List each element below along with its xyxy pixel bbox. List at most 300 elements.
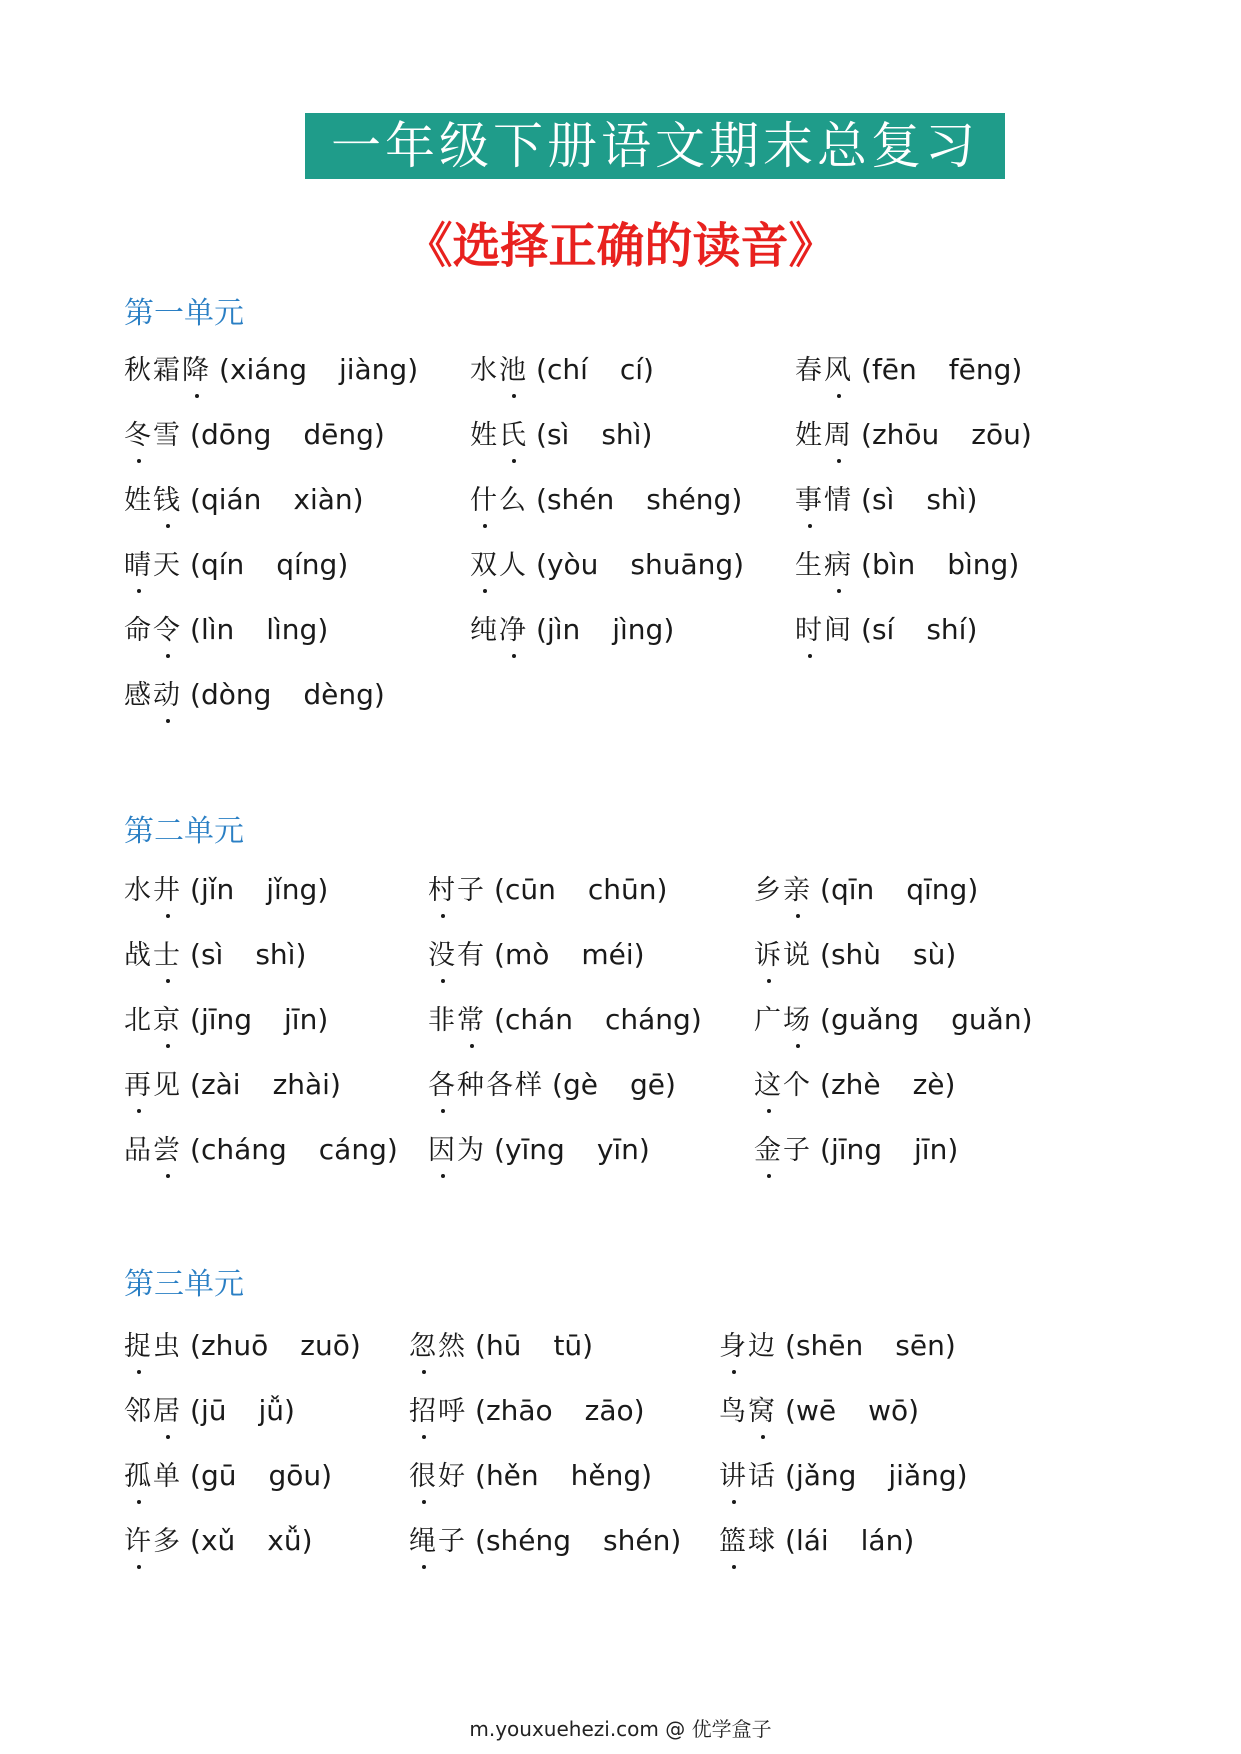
character: 秋 [124, 355, 153, 386]
pinyin-options: (wē wō) [785, 1394, 920, 1427]
exercise-item [428, 933, 645, 977]
pinyin-options: (shén shéng) [536, 483, 743, 516]
target-character: 净 [499, 609, 528, 653]
pinyin-option[interactable]: zài [200, 1068, 241, 1101]
exercise-item [754, 1128, 958, 1172]
pinyin-option[interactable]: xǚ [267, 1524, 302, 1557]
pinyin-option[interactable]: shén [546, 483, 615, 516]
character: 个 [783, 1070, 812, 1101]
pinyin-option[interactable]: shēn [795, 1329, 864, 1362]
pinyin-option[interactable]: yīng [504, 1133, 565, 1166]
pinyin-option[interactable]: sí [871, 613, 895, 646]
pinyin-options: (yīng yīn) [494, 1133, 650, 1166]
exercise-item [754, 1063, 955, 1107]
exercise-word [795, 355, 853, 386]
pinyin-option[interactable]: chūn [587, 873, 657, 906]
pinyin-options: (qián xiàn) [190, 483, 364, 516]
character: 霜 [153, 355, 182, 386]
pinyin-option[interactable]: shù [830, 938, 882, 971]
pinyin-options: (qīn qīng) [820, 873, 979, 906]
pinyin-option[interactable]: wē [795, 1394, 837, 1427]
exercise-item [470, 413, 652, 457]
pinyin-options: (bìn bìng) [861, 548, 1020, 581]
target-character: 钱 [153, 479, 182, 523]
target-character: 招 [409, 1390, 438, 1434]
pinyin-option[interactable]: dōng [200, 418, 272, 451]
pinyin-options: (jìn jìng) [536, 613, 675, 646]
pinyin-options: (jǐn jǐng) [190, 873, 329, 906]
exercise-item [754, 868, 978, 912]
exercise-word [719, 1331, 777, 1362]
character: 感 [124, 680, 153, 711]
target-character: 时 [795, 609, 824, 653]
pinyin-option[interactable]: qīng [906, 873, 968, 906]
exercise-word [124, 1331, 182, 1362]
pinyin-option[interactable]: yīn [596, 1133, 639, 1166]
target-character: 双 [470, 544, 499, 588]
character: 水 [470, 355, 499, 386]
target-character: 忽 [409, 1325, 438, 1369]
pinyin-options: (sí shí) [861, 613, 978, 646]
exercise-word [124, 615, 182, 646]
footer-credit: m.youxuehezi.com @ 优学盒子 [469, 1717, 772, 1741]
pinyin-option[interactable]: jìn [546, 613, 581, 646]
pinyin-options: (zhōu zōu) [861, 418, 1032, 451]
exercise-word [124, 1526, 182, 1557]
pinyin-option[interactable]: jǐn [200, 873, 235, 906]
pinyin-option[interactable]: cūn [504, 873, 556, 906]
pinyin-options: (dōng dēng) [190, 418, 385, 451]
pinyin-option[interactable]: sù [913, 938, 946, 971]
pinyin-option[interactable]: hěng [570, 1459, 642, 1492]
pinyin-options: (hū tū) [475, 1329, 594, 1362]
pinyin-options: (yòu shuāng) [536, 548, 745, 581]
pinyin-options: (xiáng jiàng) [219, 353, 419, 386]
pinyin-option[interactable]: yòu [546, 548, 599, 581]
pinyin-option[interactable]: zhè [830, 1068, 881, 1101]
pinyin-option[interactable]: xǔ [200, 1524, 236, 1557]
pinyin-option[interactable]: cháng [200, 1133, 287, 1166]
exercise-word [754, 875, 812, 906]
exercise-item [719, 1519, 914, 1563]
exercise-item [124, 543, 348, 587]
target-character: 池 [499, 349, 528, 393]
pinyin-option[interactable]: dòng [200, 678, 272, 711]
exercise-word [795, 420, 853, 451]
target-character: 这 [754, 1064, 783, 1108]
pinyin-option[interactable]: qíng [276, 548, 338, 581]
character: 生 [795, 550, 824, 581]
pinyin-option[interactable]: jiǎng [888, 1459, 957, 1492]
pinyin-options: (zhuō zuō) [190, 1329, 361, 1362]
exercise-item [124, 933, 306, 977]
target-character: 各 [428, 1064, 457, 1108]
pinyin-option[interactable]: gōu [268, 1459, 322, 1492]
exercise-item [409, 1519, 681, 1563]
exercise-word [795, 550, 853, 581]
pinyin-option[interactable]: jīn [914, 1133, 948, 1166]
pinyin-option[interactable]: zāo [584, 1394, 634, 1427]
exercise-word [124, 420, 182, 451]
exercise-item [470, 543, 744, 587]
target-character: 令 [153, 609, 182, 653]
pinyin-option[interactable]: qín [200, 548, 245, 581]
character: 样 [515, 1070, 544, 1101]
exercise-word [409, 1396, 467, 1427]
character: 为 [457, 1135, 486, 1166]
character: 春 [795, 355, 824, 386]
exercise-word [470, 615, 528, 646]
character: 虫 [153, 1331, 182, 1362]
exercise-word [470, 420, 528, 451]
pinyin-option[interactable]: jīng [830, 1133, 883, 1166]
character: 广 [754, 1005, 783, 1036]
pinyin-option[interactable]: gē [629, 1068, 665, 1101]
character: 边 [748, 1331, 777, 1362]
character: 天 [153, 550, 182, 581]
pinyin-options: (jū jǚ) [190, 1394, 295, 1427]
exercise-item [124, 348, 418, 392]
pinyin-options: (shēn sēn) [785, 1329, 956, 1362]
exercise-item [754, 933, 956, 977]
exercise-word [124, 1005, 182, 1036]
pinyin-option[interactable]: shuāng [630, 548, 734, 581]
target-character: 诉 [754, 934, 783, 978]
exercise-word [124, 1396, 182, 1427]
pinyin-option[interactable]: cháng [604, 1003, 691, 1036]
exercise-item [719, 1454, 968, 1498]
pinyin-options: (cūn chūn) [494, 873, 668, 906]
pinyin-options: (zhè zè) [820, 1068, 956, 1101]
character: 邻 [124, 1396, 153, 1427]
exercise-item [124, 1454, 332, 1498]
pinyin-options: (jīng jīn) [820, 1133, 959, 1166]
character: 见 [153, 1070, 182, 1101]
character: 子 [438, 1526, 467, 1557]
target-character: 居 [153, 1390, 182, 1434]
character: 有 [457, 940, 486, 971]
exercise-item [409, 1324, 593, 1368]
unit-title-1: 第一单元 [124, 296, 244, 331]
character: 水 [124, 875, 153, 906]
exercise-item [428, 868, 667, 912]
target-character: 村 [428, 869, 457, 913]
exercise-word [428, 1070, 544, 1101]
exercise-word [409, 1331, 467, 1362]
character: 子 [783, 1135, 812, 1166]
character: 品 [124, 1135, 153, 1166]
pinyin-option[interactable]: jǎng [795, 1459, 857, 1492]
pinyin-option[interactable]: jǐng [266, 873, 318, 906]
pinyin-option[interactable]: zhāo [485, 1394, 553, 1427]
pinyin-option[interactable]: zhài [272, 1068, 330, 1101]
target-character: 动 [153, 674, 182, 718]
pinyin-option[interactable]: shí [926, 613, 967, 646]
pinyin-option[interactable]: fēn [871, 353, 917, 386]
exercise-item [754, 998, 1033, 1042]
target-character: 京 [153, 999, 182, 1043]
pinyin-option[interactable]: gè [562, 1068, 598, 1101]
pinyin-option[interactable]: xiàn [293, 483, 353, 516]
character: 然 [438, 1331, 467, 1362]
pinyin-option[interactable]: zuō [300, 1329, 350, 1362]
exercise-word [719, 1396, 777, 1427]
pinyin-option[interactable]: jīng [200, 1003, 253, 1036]
pinyin-options: (lìn lìng) [190, 613, 329, 646]
exercise-word [124, 875, 182, 906]
target-character: 身 [719, 1325, 748, 1369]
exercise-word [470, 355, 528, 386]
character: 情 [824, 485, 853, 516]
exercise-word [719, 1461, 777, 1492]
exercise-word [428, 1005, 486, 1036]
character: 各 [486, 1070, 515, 1101]
exercise-item [428, 1128, 650, 1172]
exercise-item [409, 1389, 645, 1433]
exercise-item [719, 1389, 919, 1433]
exercise-word [719, 1526, 777, 1557]
target-character: 场 [783, 999, 812, 1043]
target-character: 金 [754, 1129, 783, 1173]
exercise-item [409, 1454, 652, 1498]
pinyin-options: (xǔ xǚ) [190, 1524, 313, 1557]
pinyin-option[interactable]: chán [504, 1003, 573, 1036]
exercise-word [124, 1461, 182, 1492]
pinyin-option[interactable]: shén [603, 1524, 671, 1557]
pinyin-option[interactable]: bìng [947, 548, 1009, 581]
exercise-item [719, 1324, 956, 1368]
pinyin-option[interactable]: zhuō [200, 1329, 269, 1362]
pinyin-option[interactable]: shì [601, 418, 642, 451]
character: 单 [153, 1461, 182, 1492]
exercise-item [124, 478, 364, 522]
pinyin-options: (chí cí) [536, 353, 654, 386]
pinyin-options: (qín qíng) [190, 548, 349, 581]
pinyin-option[interactable]: lìn [200, 613, 235, 646]
pinyin-options: (zài zhài) [190, 1068, 341, 1101]
pinyin-option[interactable]: shì [926, 483, 967, 516]
exercise-item [795, 543, 1019, 587]
exercise-word [795, 485, 853, 516]
pinyin-options: (gū gōu) [190, 1459, 333, 1492]
pinyin-option[interactable]: qián [200, 483, 262, 516]
character: 姓 [124, 485, 153, 516]
character: 人 [499, 550, 528, 581]
exercise-item [124, 1063, 341, 1107]
pinyin-option[interactable]: sì [871, 483, 895, 516]
target-character: 风 [824, 349, 853, 393]
pinyin-option[interactable]: zè [912, 1068, 945, 1101]
target-character: 绳 [409, 1520, 438, 1564]
pinyin-option[interactable]: dēng [303, 418, 374, 451]
exercise-word [754, 1135, 812, 1166]
target-character: 没 [428, 934, 457, 978]
character: 间 [824, 615, 853, 646]
pinyin-options: (sì shì) [536, 418, 653, 451]
target-character: 很 [409, 1455, 438, 1499]
character: 雪 [153, 420, 182, 451]
pinyin-options: (chán cháng) [494, 1003, 702, 1036]
pinyin-option[interactable]: shì [255, 938, 296, 971]
pinyin-options: (jǎng jiǎng) [785, 1459, 968, 1492]
exercise-word [409, 1526, 467, 1557]
pinyin-option[interactable]: qīn [830, 873, 875, 906]
pinyin-option[interactable]: jìng [612, 613, 664, 646]
target-character: 冬 [124, 414, 153, 458]
character: 命 [124, 615, 153, 646]
target-character: 常 [457, 999, 486, 1043]
pinyin-option[interactable]: lán [860, 1524, 904, 1557]
target-character: 因 [428, 1129, 457, 1173]
page-title: 一年级下册语文期末总复习 [305, 113, 1005, 179]
pinyin-option[interactable]: chí [546, 353, 588, 386]
target-character: 降 [182, 349, 211, 393]
character: 姓 [470, 420, 499, 451]
target-character: 孤 [124, 1455, 153, 1499]
character: 乡 [754, 875, 783, 906]
exercise-item [124, 608, 328, 652]
target-character: 事 [795, 479, 824, 523]
pinyin-option[interactable]: jū [200, 1394, 227, 1427]
exercise-item [124, 868, 328, 912]
pinyin-options: (zhāo zāo) [475, 1394, 645, 1427]
pinyin-option[interactable]: guǎn [951, 1003, 1022, 1036]
pinyin-option[interactable]: cáng [318, 1133, 387, 1166]
pinyin-option[interactable]: hěn [485, 1459, 539, 1492]
exercise-word [124, 1135, 182, 1166]
target-character: 窝 [748, 1390, 777, 1434]
exercise-item [124, 1389, 295, 1433]
page-subtitle: 《选择正确的读音》 [404, 218, 837, 274]
character: 北 [124, 1005, 153, 1036]
pinyin-option[interactable]: gū [200, 1459, 237, 1492]
target-character: 许 [124, 1520, 153, 1564]
pinyin-options: (jīng jīn) [190, 1003, 329, 1036]
pinyin-option[interactable]: tū [553, 1329, 583, 1362]
pinyin-option[interactable]: bìn [871, 548, 916, 581]
character: 球 [748, 1526, 777, 1557]
target-character: 士 [153, 934, 182, 978]
pinyin-option[interactable]: lìng [266, 613, 318, 646]
exercise-word [754, 940, 812, 971]
pinyin-option[interactable]: fēng [948, 353, 1012, 386]
pinyin-option[interactable]: jǚ [258, 1394, 284, 1427]
exercise-word [124, 550, 182, 581]
exercise-word [124, 485, 182, 516]
pinyin-option[interactable]: shéng [646, 483, 732, 516]
pinyin-options: (sì shì) [861, 483, 978, 516]
pinyin-option[interactable]: shéng [485, 1524, 572, 1557]
exercise-word [124, 940, 182, 971]
character: 种 [457, 1070, 486, 1101]
target-character: 周 [824, 414, 853, 458]
exercise-word [428, 875, 486, 906]
pinyin-option[interactable]: guǎng [830, 1003, 920, 1036]
exercise-word [754, 1005, 812, 1036]
character: 鸟 [719, 1396, 748, 1427]
exercise-item [428, 998, 702, 1042]
pinyin-options: (lái lán) [785, 1524, 915, 1557]
exercise-word [124, 355, 211, 386]
target-character: 尝 [153, 1129, 182, 1173]
exercise-item [124, 413, 385, 457]
pinyin-option[interactable]: hū [485, 1329, 522, 1362]
pinyin-options: (shéng shén) [475, 1524, 682, 1557]
exercise-word [428, 940, 486, 971]
exercise-word [124, 1070, 182, 1101]
exercise-word [470, 550, 528, 581]
pinyin-option[interactable]: xiáng [229, 353, 307, 386]
character: 话 [748, 1461, 777, 1492]
character: 好 [438, 1461, 467, 1492]
character: 呼 [438, 1396, 467, 1427]
pinyin-options: (mò méi) [494, 938, 645, 971]
target-character: 再 [124, 1064, 153, 1108]
pinyin-options: (fēn fēng) [861, 353, 1023, 386]
target-character: 亲 [783, 869, 812, 913]
character: 姓 [795, 420, 824, 451]
target-character: 氏 [499, 414, 528, 458]
target-character: 什 [470, 479, 499, 523]
pinyin-option[interactable]: zōu [971, 418, 1021, 451]
pinyin-option[interactable]: lái [795, 1524, 829, 1557]
pinyin-option[interactable]: jīn [284, 1003, 318, 1036]
pinyin-option[interactable]: dèng [303, 678, 374, 711]
target-character: 晴 [124, 544, 153, 588]
pinyin-option[interactable]: zhōu [871, 418, 940, 451]
unit-title-2: 第二单元 [124, 814, 244, 849]
pinyin-option[interactable]: méi [581, 938, 634, 971]
character: 纯 [470, 615, 499, 646]
character: 子 [457, 875, 486, 906]
exercise-word [409, 1461, 467, 1492]
pinyin-option[interactable]: sì [200, 938, 224, 971]
pinyin-option[interactable]: mò [504, 938, 550, 971]
pinyin-options: (sì shì) [190, 938, 307, 971]
pinyin-options: (gè gē) [552, 1068, 676, 1101]
character: 多 [153, 1526, 182, 1557]
pinyin-option[interactable]: sì [546, 418, 570, 451]
exercise-item [795, 413, 1032, 457]
exercise-item [470, 348, 654, 392]
exercise-word [124, 680, 182, 711]
character: 说 [783, 940, 812, 971]
exercise-item [124, 1519, 313, 1563]
exercise-item [428, 1063, 676, 1107]
exercise-item [470, 478, 742, 522]
exercise-item [124, 1128, 398, 1172]
pinyin-option[interactable]: cí [619, 353, 644, 386]
target-character: 篮 [719, 1520, 748, 1564]
pinyin-option[interactable]: sēn [895, 1329, 945, 1362]
pinyin-options: (dòng dèng) [190, 678, 385, 711]
exercise-item [470, 608, 674, 652]
target-character: 井 [153, 869, 182, 913]
pinyin-option[interactable]: jiàng [338, 353, 408, 386]
pinyin-options: (guǎng guǎn) [820, 1003, 1033, 1036]
pinyin-option[interactable]: wō [868, 1394, 909, 1427]
exercise-word [754, 1070, 812, 1101]
character: 战 [124, 940, 153, 971]
character: 么 [499, 485, 528, 516]
target-character: 病 [824, 544, 853, 588]
exercise-item [795, 608, 977, 652]
unit-title-3: 第三单元 [124, 1267, 244, 1302]
exercise-item [795, 348, 1022, 392]
pinyin-options: (hěn hěng) [475, 1459, 653, 1492]
target-character: 讲 [719, 1455, 748, 1499]
pinyin-options: (cháng cáng) [190, 1133, 398, 1166]
